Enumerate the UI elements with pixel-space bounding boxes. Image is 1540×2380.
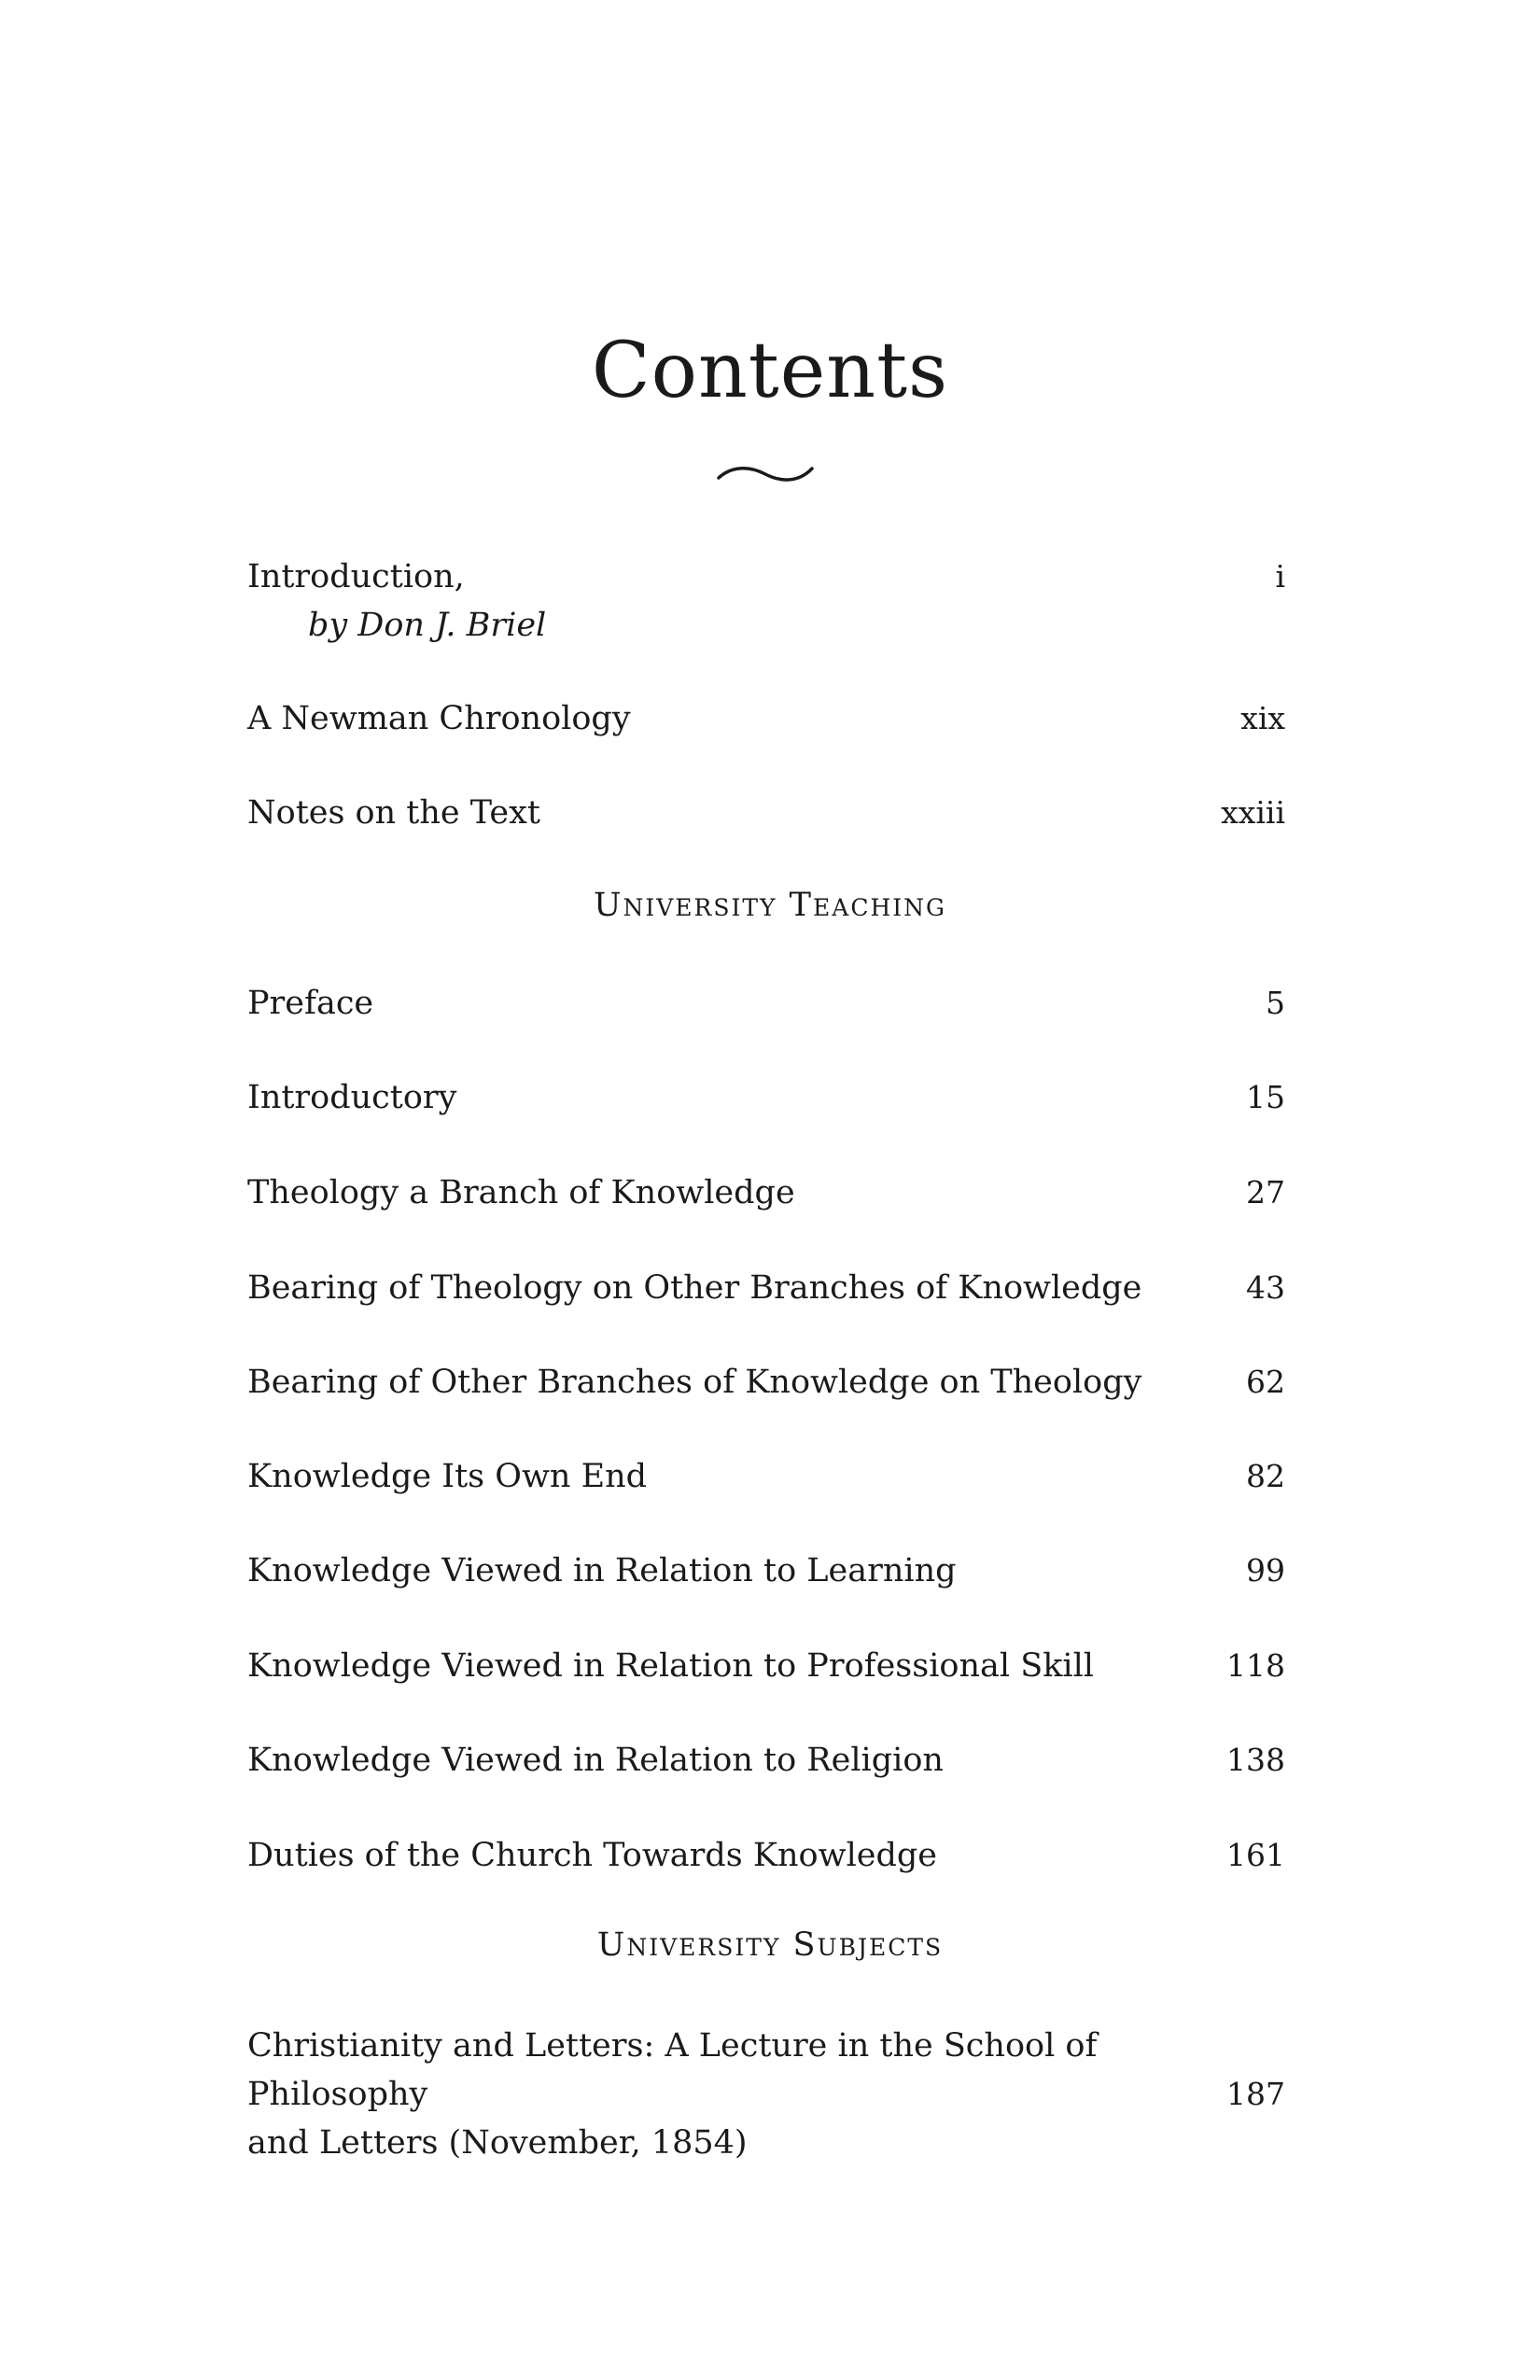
toc-entry-byline: by Don J. Briel: [308, 607, 547, 644]
toc-entry-label: Knowledge Viewed in Relation to Learning: [247, 1552, 957, 1589]
toc-entry-label: Notes on the Text: [247, 794, 540, 832]
toc-entry-label: Introductory: [247, 1079, 457, 1116]
toc-entry-label: Knowledge Viewed in Relation to Professional Skill: [247, 1647, 1094, 1685]
toc-entry-page-number: xxiii: [1221, 794, 1285, 831]
toc-entry-notes-on-text[interactable]: [247, 789, 1285, 837]
toc-entry-theology-branch[interactable]: [247, 1169, 1285, 1217]
toc-entry-knowledge-own-end[interactable]: [247, 1452, 1285, 1501]
section-heading-university-teaching: University Teaching: [594, 887, 946, 924]
toc-entry-page-number: 161: [1226, 1837, 1285, 1873]
toc-entry-newman-chronology[interactable]: [247, 694, 1285, 743]
toc-entry-label: Introduction,: [247, 558, 465, 595]
toc-entry-preface[interactable]: [247, 979, 1285, 1028]
toc-entry-page-number: 187: [1226, 2076, 1285, 2112]
toc-entry-page-number: i: [1275, 558, 1285, 595]
page-title: Contents: [591, 327, 949, 415]
toc-entry-page-number: 118: [1226, 1647, 1285, 1684]
swash-ornament-icon: [714, 455, 817, 493]
toc-entry-knowledge-learning[interactable]: [247, 1547, 1285, 1595]
toc-entry-label: Duties of the Church Towards Knowledge: [247, 1837, 938, 1874]
toc-entry-christianity-letters[interactable]: [247, 2022, 1285, 2167]
toc-entry-knowledge-religion[interactable]: [247, 1736, 1285, 1785]
toc-entry-knowledge-professional-skill[interactable]: [247, 1642, 1285, 1690]
toc-entry-label: Preface: [247, 985, 374, 1022]
toc-entry-page-number: 15: [1246, 1079, 1285, 1115]
toc-entry-label: Knowledge Its Own End: [247, 1458, 648, 1495]
toc-entry-label-line-2: and Letters (November, 1854): [247, 2124, 748, 2162]
toc-entry-page-number: 62: [1246, 1364, 1285, 1400]
section-heading-university-subjects: University Subjects: [596, 1926, 944, 1964]
toc-entry-label: Knowledge Viewed in Relation to Religion: [247, 1742, 944, 1779]
toc-entry-introductory[interactable]: [247, 1073, 1285, 1122]
toc-entry-page-number: 5: [1266, 985, 1285, 1021]
toc-entry-label-line-1: Christianity and Letters: A Lecture in the School of Philosophy: [247, 2027, 1098, 2113]
toc-entry-page-number: 82: [1246, 1458, 1285, 1494]
toc-entry-label: Bearing of Theology on Other Branches of Knowledge: [247, 1269, 1142, 1307]
toc-entry-bearing-theology[interactable]: [247, 1264, 1285, 1312]
toc-entry-introduction[interactable]: [247, 553, 1285, 650]
toc-entry-page-number: 27: [1246, 1174, 1285, 1211]
toc-entry-duties-church[interactable]: [247, 1831, 1285, 1880]
toc-entry-bearing-other-branches[interactable]: [247, 1358, 1285, 1407]
toc-entry-label: Bearing of Other Branches of Knowledge on Theology: [247, 1364, 1142, 1401]
toc-entry-label: Theology a Branch of Knowledge: [247, 1174, 795, 1211]
toc-entry-page-number: 43: [1246, 1269, 1285, 1306]
toc-entry-page-number: 99: [1246, 1552, 1285, 1589]
toc-entry-page-number: 138: [1226, 1742, 1285, 1778]
toc-entry-label: A Newman Chronology: [247, 700, 631, 737]
toc-entry-page-number: xix: [1240, 700, 1285, 736]
